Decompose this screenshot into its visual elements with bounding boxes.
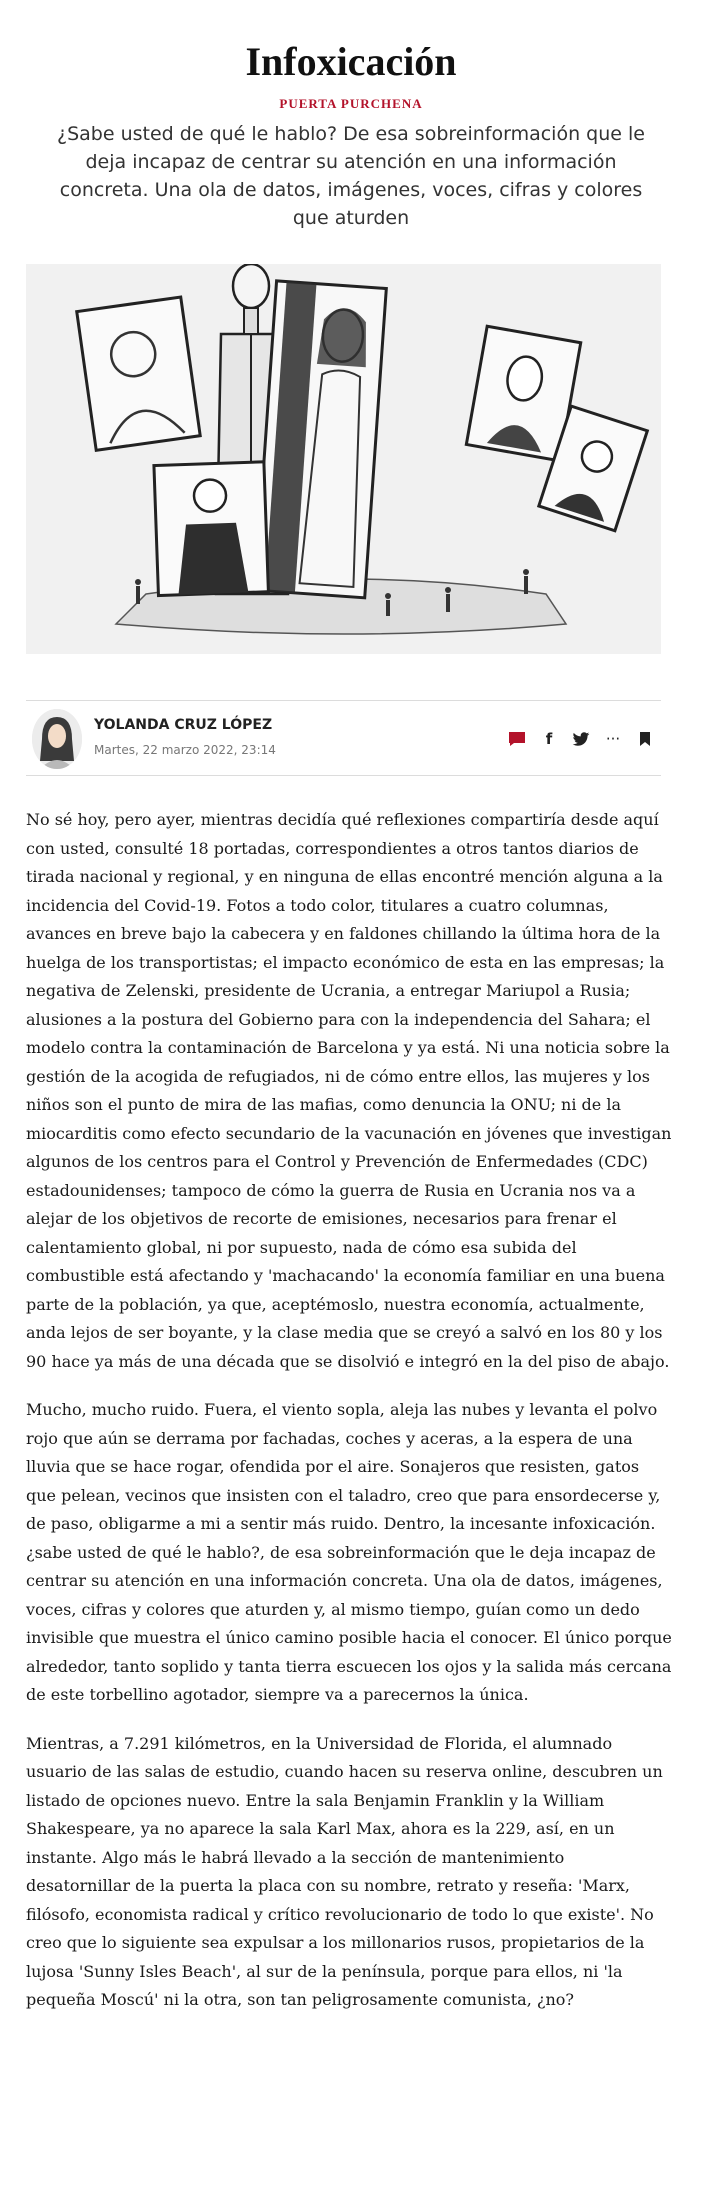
- comment-icon: [508, 731, 526, 747]
- twitter-icon: [572, 732, 590, 747]
- bookmark-icon: [639, 731, 651, 747]
- facebook-icon: f: [545, 730, 553, 748]
- more-options-button[interactable]: [597, 723, 629, 755]
- article-subtitle: ¿Sabe usted de qué le hablo? De esa sobreinformación que le deja incapaz de centrar su atención en una información concreta. Una ola de datos, imágenes, voces, cifras y colores que aturden: [57, 123, 645, 229]
- article-paragraph: No sé hoy, pero ayer, mientras decidía qué reflexiones compartiría desde aquí con usted, consulté 18 portadas, correspondientes a otros tantos diarios de tirada nacional y regional, y en ninguna de ellas encontré mención alguna a la incidencia del Covid-19. Fotos a todo color, titulares a cuatro columnas, avances en breve bajo la cabecera y en faldones chillando la última hora de la huelga de los transportistas; el impacto económico de esta en las empresas; la negativa de Zelenski, presidente de Ucrania, a entregar Mariupol a Rusia; alusiones a la postura del Gobierno para con la independencia del Sahara; el modelo contra la contaminación de Barcelona y ya está. Ni una noticia sobre la gestión de la acogida de refugiados, ni de cómo entre ellos, las mujeres y los niños son el punto de mira de las mafias, como denuncia la ONU; ni de la miocarditis como efecto secundario de la vacunación en jóvenes que investigan algunos de los centros para el Control y Prevención de Enfermedades (CDC) estadounidenses; tampoco de cómo la guerra de Rusia en Ucrania nos va a alejar de los objetivos de recorte de emisiones, necesarios para frenar el calentamiento global, ni por supuesto, nada de cómo esa subida del combustible está afectando y 'machacando' la economía familiar en una buena parte de la población, ya que, aceptémoslo, nuestra economía, actualmente, anda lejos de ser boyante, y la clase media que se creyó a salvó en los 80 y los 90 hace ya más de una década que se disolvió e integró en la del piso de abajo.: [26, 810, 672, 1371]
- author-name[interactable]: YOLANDA CRUZ LÓPEZ: [94, 717, 273, 733]
- article-body: [26, 806, 672, 2015]
- article-illustration: [26, 264, 661, 654]
- facebook-share-button[interactable]: [533, 723, 565, 755]
- share-toolbar: [501, 723, 661, 755]
- section-label[interactable]: PUERTA PURCHENA: [279, 96, 423, 111]
- publish-date: Martes, 22 marzo 2022, 23:14: [94, 743, 276, 757]
- author-bar: [26, 700, 661, 776]
- article-paragraph: Mucho, mucho ruido. Fuera, el viento sopla, aleja las nubes y levanta el polvo rojo que aún se derrama por fachadas, coches y aceras, a la espera de una lluvia que se hace rogar, ofendida por el aire. Sonajeros que resisten, gatos que pelean, vecinos que insisten con el taladro, creo que para ensordecerse y, de paso, obligarme a mi a sentir más ruido. Dentro, la incesante infoxicación. ¿sabe usted de qué le hablo?, de esa sobreinformación que le deja incapaz de centrar su atención en una información concreta. Una ola de datos, imágenes, voces, cifras y colores que aturden y, al mismo tiempo, guían como un dedo invisible que muestra el único camino posible hacia el conocer. El único porque alrededor, tanto soplido y tanta tierra escuecen los ojos y la salida más cercana de este torbellino agotador, siempre va a parecernos la única.: [26, 1400, 672, 1704]
- author-avatar[interactable]: [32, 709, 82, 769]
- article-title: Infoxicación: [245, 39, 457, 84]
- article-page: [0, 38, 702, 2015]
- sketch-illustration: [26, 264, 661, 654]
- twitter-share-button[interactable]: [565, 723, 597, 755]
- comment-button[interactable]: [501, 723, 533, 755]
- bookmark-button[interactable]: [629, 723, 661, 755]
- more-icon: ···: [605, 730, 621, 748]
- article-paragraph: Mientras, a 7.291 kilómetros, en la Universidad de Florida, el alumnado usuario de las salas de estudio, cuando hacen su reserva online, descubren un listado de opciones nuevo. Entre la sala Benjamin Franklin y la William Shakespeare, ya no aparece la sala Karl Max, ahora es la 229, así, en un instante. Algo más le habrá llevado a la sección de mantenimiento desatornillar de la puerta la placa con su nombre, retrato y reseña: 'Marx, filósofo, economista radical y crítico revolucionario de todo lo que existe'. No creo que lo siguiente sea expulsar a los millonarios rusos, propietarios de la lujosa 'Sunny Isles Beach', al sur de la península, porque para ellos, ni 'la pequeña Moscú' ni la otra, son tan peligrosamente comunista, ¿no?: [26, 1733, 663, 2009]
